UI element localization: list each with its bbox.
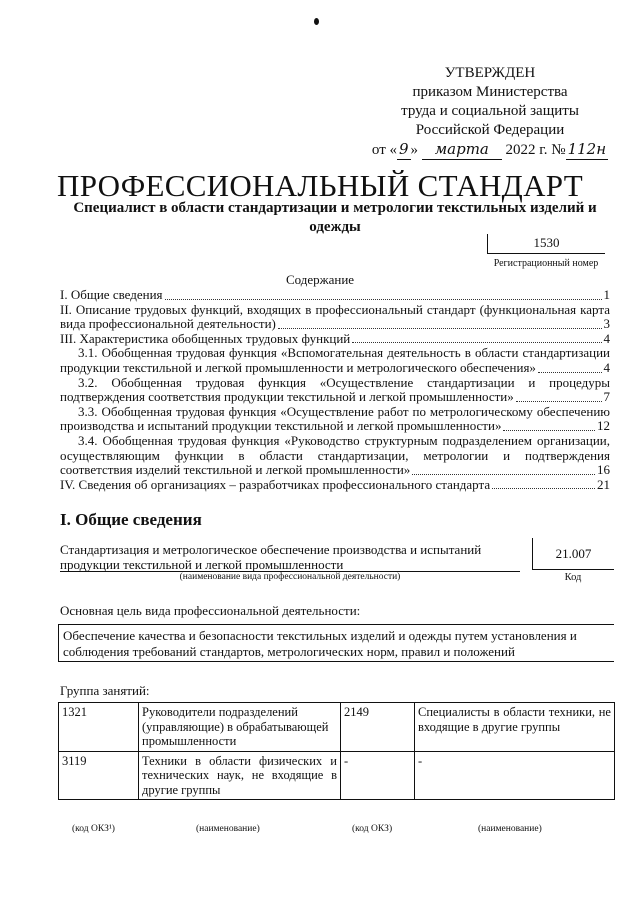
document-subtitle: Специалист в области стандартизации и метрологии текстильных изделий и одежды xyxy=(73,200,597,235)
toc-entry[interactable]: вида профессиональной деятельности) 3 xyxy=(60,316,610,332)
toc-entry-line[interactable]: 3.4. Обобщенная трудовая функция «Руководство структурным подразделением организации, xyxy=(78,432,610,448)
date-month: марта xyxy=(422,140,502,160)
okz-code: - xyxy=(341,751,415,800)
toc-entry-line[interactable]: 3.1. Обобщенная трудовая функция «Вспомогательная деятельность в области стандартизации xyxy=(78,345,610,361)
toc-entry[interactable]: производства и испытаний продукции текстильной и легкой промышленности» 12 xyxy=(60,418,610,434)
occupation-groups-table xyxy=(58,702,615,800)
activity-kind-caption: (наименование вида профессиональной деятельности) xyxy=(179,572,401,582)
caption-name: (наименование) xyxy=(196,824,260,834)
caption-okz-code: (код ОКЗ) xyxy=(352,824,393,834)
okz-code: 2149 xyxy=(341,703,415,752)
scan-dot xyxy=(314,18,319,25)
okz-code: 3119 xyxy=(59,751,139,800)
occupation-name: Специалисты в области техники, не входящие в другие группы xyxy=(415,703,615,752)
activity-code: 21.007 xyxy=(532,538,614,570)
goal-text: Обеспечение качества и безопасности текстильных изделий и одежды путем установления и соблюдения требований стандартов, метрологических норм, правил и положений xyxy=(58,624,614,662)
code-caption: Код xyxy=(564,572,582,583)
occupation-name: Техники в области физических и технических наук, не входящие в другие группы xyxy=(139,751,341,800)
approval-line-4: Российской Федерации xyxy=(415,122,565,138)
activity-kind xyxy=(60,542,520,572)
section-heading: I. Общие сведения xyxy=(60,510,202,529)
caption-name: (наименование) xyxy=(478,824,542,834)
goal-heading: Основная цель вида профессиональной деятельности: xyxy=(60,603,361,618)
toc-entry[interactable]: соответствия изделий текстильной и легкой промышленности» 16 xyxy=(60,462,610,478)
toc-entry[interactable]: IV. Сведения об организациях – разработчиках профессионального стандарта 21 xyxy=(60,476,610,492)
order-number: 112н xyxy=(567,140,607,158)
toc-heading: Содержание xyxy=(285,272,355,287)
approval-line-2: приказом Министерства xyxy=(412,84,568,100)
registration-label: Регистрационный номер xyxy=(493,258,599,269)
toc-entry[interactable]: III. Характеристика обобщенных трудовых функций 4 xyxy=(60,330,610,346)
approval-block xyxy=(360,64,620,160)
group-heading: Группа занятий: xyxy=(60,683,150,698)
toc-entry[interactable]: подтверждения соответствия продукции текстильной и легкой промышленности» 7 xyxy=(60,389,610,405)
occupation-name: - xyxy=(415,751,615,800)
toc-entry-line[interactable]: осуществляющим функции в области стандартизации, метрологии и подтверждения xyxy=(60,447,610,463)
date-day: 9 xyxy=(399,140,409,158)
table-of-contents xyxy=(60,288,610,492)
registration-number: 1530 xyxy=(487,234,605,254)
table-row xyxy=(59,703,615,752)
approval-line-3: труда и социальной защиты xyxy=(401,103,579,119)
date-mid: » xyxy=(410,142,419,158)
document-title: ПРОФЕССИОНАЛЬНЫЙ СТАНДАРТ xyxy=(57,168,583,203)
date-year: 2022 г. № xyxy=(505,142,566,158)
toc-entry-line[interactable]: 3.3. Обобщенная трудовая функция «Осуществление работ по метрологическому обеспечению xyxy=(78,403,610,419)
occupation-name: Руководители подразделений (управляющие) в обрабатывающей промышленности xyxy=(139,703,341,752)
toc-entry[interactable]: I. Общие сведения 1 xyxy=(60,287,610,302)
table-row xyxy=(59,751,615,800)
activity-kind-line-2: продукции текстильной и легкой промышленности xyxy=(60,557,344,572)
date-prefix: от « xyxy=(371,142,397,158)
caption-okz-code: (код ОКЗ¹) xyxy=(72,824,115,834)
approval-line-1: УТВЕРЖДЕН xyxy=(444,65,536,81)
toc-entry-line[interactable]: 3.2. Обобщенная трудовая функция «Осуществление стандартизации и процедуры xyxy=(78,374,610,390)
toc-entry-line[interactable]: II. Описание трудовых функций, входящих в профессиональный стандарт (функциональная карта xyxy=(60,301,610,317)
okz-code: 1321 xyxy=(59,703,139,752)
approval-date-line xyxy=(360,140,620,160)
activity-kind-line-1: Стандартизация и метрологическое обеспечение производства и испытаний xyxy=(60,542,482,557)
toc-entry[interactable]: продукции текстильной и легкой промышленности и метрологического обеспечения» 4 xyxy=(60,359,610,375)
